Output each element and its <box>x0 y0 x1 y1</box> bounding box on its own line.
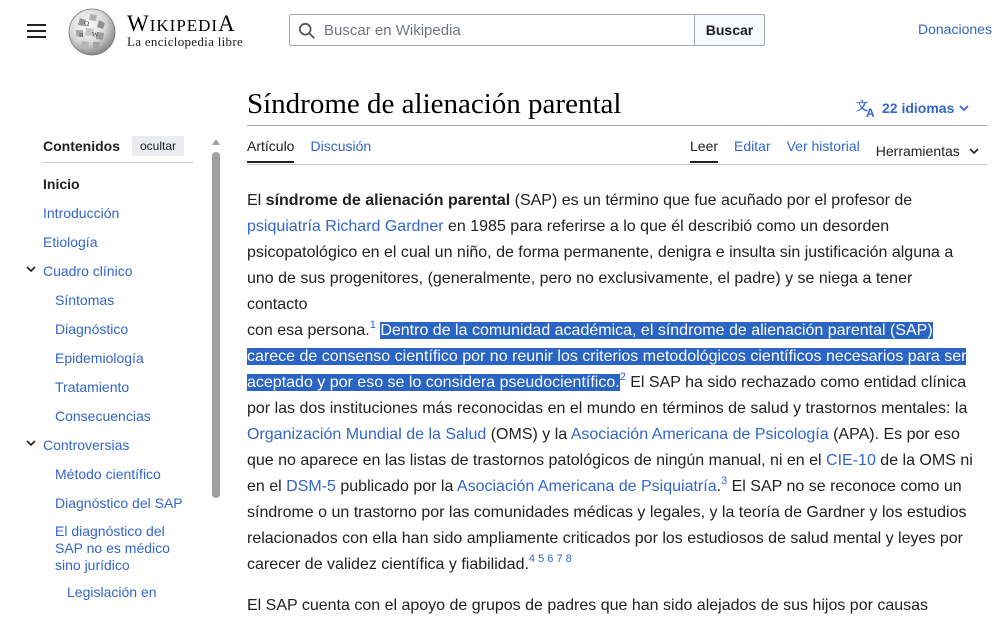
donate-link[interactable]: Donaciones <box>918 21 992 37</box>
toc-item-diagnostico-juridico[interactable] <box>55 523 170 574</box>
text-run: de la OMS ni <box>875 452 973 469</box>
toc-scroll-thumb[interactable] <box>212 152 220 498</box>
reference-number[interactable]: 4 5 6 7 8 <box>528 553 572 565</box>
text-run: en 1985 para referirse a lo que él describió como un desorden <box>443 218 890 235</box>
text-run: en el <box>247 478 287 495</box>
toc-item-inicio[interactable]: Inicio <box>43 176 80 192</box>
svg-text:文: 文 <box>856 99 869 113</box>
article-link[interactable]: Richard Gardner <box>325 218 444 235</box>
search-box[interactable] <box>289 14 695 46</box>
tab-edit[interactable]: Editar <box>734 138 771 154</box>
toc-item-tratamiento[interactable]: Tratamiento <box>55 379 130 395</box>
text-run: El SAP ha sido rechazado como entidad clínica <box>625 374 967 391</box>
text-run: por las dos instituciones más reconocidas en el mundo en términos de salud y trastornos mentales: la <box>247 400 968 417</box>
tab-article[interactable]: Artículo <box>247 138 294 163</box>
toc-item-sintomas[interactable]: Síntomas <box>55 292 115 308</box>
chevron-down-icon[interactable] <box>25 263 37 275</box>
tabs-divider <box>247 164 987 165</box>
text-run: carecer de validez científica y fiabilidad. <box>247 556 529 573</box>
article-paragraph <box>247 188 977 578</box>
reference-link[interactable] <box>529 553 572 565</box>
article-link[interactable]: Asociación Americana de Psiquiatría <box>456 478 717 495</box>
toc-title: Contenidos <box>43 138 120 154</box>
text-run: El SAP cuenta con el apoyo de grupos de padres que han sido alejados de sus hijos por causas <box>247 597 929 614</box>
reference-number[interactable]: 2 <box>619 371 626 383</box>
main-menu-icon[interactable] <box>22 18 52 44</box>
language-button[interactable] <box>856 97 970 119</box>
chevron-down-icon <box>968 145 980 157</box>
tab-discussion[interactable]: Discusión <box>310 138 372 154</box>
text-run: El SAP no se reconoce como un <box>727 478 962 495</box>
view-tabs <box>690 138 980 163</box>
toc-item-line: El diagnóstico del <box>55 523 165 539</box>
tools-menu[interactable] <box>876 138 980 163</box>
selected-text: Dentro de la comunidad académica, el síndrome de alienación parental (SAP) <box>380 322 933 339</box>
text-run: publicado por la <box>335 478 457 495</box>
site-tagline: La enciclopedia libre <box>127 34 244 49</box>
wikipedia-globe-logo[interactable] <box>66 6 118 56</box>
toc-item-line: SAP no es médico <box>55 540 170 556</box>
text-run: relacionados con ella han sido ampliamente criticados por los estudiosos de salud mental y leyes por <box>247 530 963 547</box>
text-run: que no aparece en las listas de trastornos patológicos de ningún manual, ni en el <box>247 452 827 469</box>
selected-text: carece de consenso científico por no reunir los criterios metodológicos científicos necesarios para ser <box>247 348 967 365</box>
selected-text: aceptado y por eso se lo considera pseudocientífico. <box>247 374 620 391</box>
toc-item-cuadro-clinico[interactable]: Cuadro clínico <box>43 263 133 279</box>
tools-label: Herramientas <box>875 142 960 159</box>
text-run: . <box>716 478 722 495</box>
text-run: psicopatológico en el cual un niño, de forma permanente, denigra e insulta sin justificación alguna a <box>247 244 954 261</box>
reference-number[interactable]: 3 <box>721 475 728 487</box>
language-count: 22 idiomas <box>882 100 955 116</box>
language-icon <box>856 98 878 118</box>
tab-read[interactable]: Leer <box>690 138 718 163</box>
text-run: (SAP) es un término que fue acuñado por el profesor de <box>510 192 913 209</box>
article-link[interactable]: Asociación Americana de Psicología <box>570 426 829 443</box>
namespace-tabs <box>247 138 371 163</box>
svg-text:A: A <box>866 106 875 120</box>
text-run: (APA). Es por eso <box>828 426 960 443</box>
article-body <box>247 188 977 619</box>
svg-text:Ω: Ω <box>84 20 90 28</box>
toc-item-diagnostico-sap[interactable]: Diagnóstico del SAP <box>55 495 183 511</box>
search-icon <box>298 22 316 40</box>
toc-item-controversias[interactable]: Controversias <box>43 437 130 453</box>
text-run: uno de sus progenitores, (generalmente, pero no exclusivamente, el padre) y se niega a tener contacto <box>247 270 913 313</box>
toc-item-epidemiologia[interactable]: Epidemiología <box>55 350 144 366</box>
svg-text:W: W <box>92 31 99 39</box>
text-run: El <box>247 192 266 209</box>
site-header <box>0 0 1000 62</box>
chevron-down-icon <box>958 102 970 114</box>
search-button[interactable]: Buscar <box>694 14 765 46</box>
text-run: (OMS) y la <box>486 426 571 443</box>
tab-history[interactable]: Ver historial <box>786 138 860 154</box>
chevron-down-icon[interactable] <box>25 437 37 449</box>
svg-text:И: И <box>79 33 84 39</box>
bold-term: síndrome de alienación parental <box>265 192 511 209</box>
toc-item-etiologia[interactable]: Etiología <box>43 234 98 250</box>
toc-item-line: sino jurídico <box>55 557 130 573</box>
article-link[interactable]: psiquiatría <box>247 218 321 235</box>
page-title: Síndrome de alienación parental <box>247 88 622 120</box>
toc-divider <box>43 162 193 163</box>
reference-link[interactable] <box>370 319 376 331</box>
scroll-up-icon[interactable] <box>211 138 221 146</box>
toc-item-legislacion[interactable]: Legislación en <box>67 584 157 600</box>
text-run: con esa persona. <box>247 322 370 339</box>
toc-item-diagnostico[interactable]: Diagnóstico <box>55 321 129 337</box>
title-divider <box>247 125 987 126</box>
toc-item-metodo-cientifico[interactable]: Método científico <box>55 466 161 482</box>
article-link[interactable]: CIE-10 <box>826 452 876 469</box>
article-paragraph <box>247 593 977 619</box>
toc-hide-button[interactable]: ocultar <box>132 136 184 156</box>
text-run: síndrome o un trastorno por las comunidades médicas y legales, y la teoría de Gardner y los estudios <box>247 504 967 521</box>
reference-number[interactable]: 1 <box>369 319 376 331</box>
search-input[interactable] <box>324 15 684 45</box>
wikipedia-wordmark[interactable]: WIKIPEDIA <box>127 11 236 36</box>
article-link[interactable]: DSM-5 <box>286 478 336 495</box>
toc-item-introduccion[interactable]: Introducción <box>43 205 120 221</box>
toc-item-consecuencias[interactable]: Consecuencias <box>55 408 151 424</box>
article-link[interactable]: Organización Mundial de la Salud <box>247 426 487 443</box>
